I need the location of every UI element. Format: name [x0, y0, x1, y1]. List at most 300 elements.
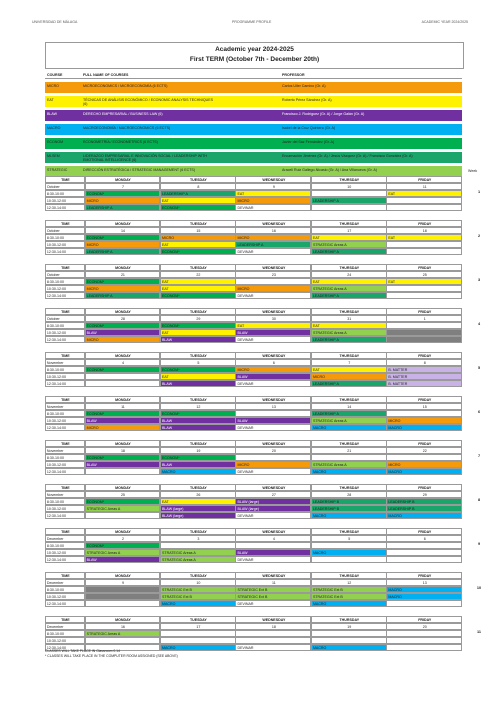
course-fullname: DERECHO EMPRESARIAL / BUSINESS LAW (6): [83, 112, 163, 116]
week-number: 3: [477, 278, 481, 282]
class-cell: MICRO: [311, 373, 387, 380]
class-cell: BLAW: [235, 329, 311, 336]
class-cell: STRATEGIC Areas A: [85, 549, 161, 556]
column-header: TIME: [45, 308, 85, 315]
column-header: MONDAY: [85, 484, 161, 491]
time-slot-row: [45, 468, 462, 475]
column-header: MONDAY: [85, 352, 161, 359]
week-block: [45, 308, 481, 343]
class-cell: DEVINAR: [235, 380, 311, 387]
date-cell: 13: [235, 403, 311, 410]
course-row: [45, 110, 462, 121]
month-cell: December: [45, 535, 85, 542]
time-cell: 10:30-12:00: [45, 241, 85, 248]
date-cell: 7: [85, 183, 161, 190]
class-cell: BLAW: [85, 417, 161, 424]
courses-header-professor: PROFESSOR: [282, 73, 305, 77]
class-cell: ECONOM*: [160, 292, 236, 299]
class-cell: [386, 248, 462, 255]
class-cell: MACRO: [311, 512, 387, 519]
class-cell: STRATEGIC Ext B: [160, 593, 236, 600]
column-header: THURSDAY: [311, 264, 387, 271]
column-header: MONDAY: [85, 396, 161, 403]
column-header: TUESDAY: [160, 396, 236, 403]
class-cell: MICRO: [235, 285, 311, 292]
week-number: 4: [477, 322, 481, 326]
course-fullname: MACROECONOMÍA / MACROECONOMICS (6 ECTS): [83, 126, 171, 130]
class-cell: MICRO: [85, 336, 161, 343]
class-cell: EAT: [311, 366, 387, 373]
class-cell: ECONOM*: [160, 454, 236, 461]
date-cell: 11: [235, 579, 311, 586]
date-cell: 28: [85, 315, 161, 322]
time-slot-row: [45, 336, 462, 343]
week-block: [45, 352, 481, 387]
class-cell: [386, 600, 462, 607]
class-cell: ECONOM*: [160, 248, 236, 255]
column-header: FRIDAY: [386, 220, 462, 227]
header-right: ACADEMIC YEAR 2024/2025: [421, 20, 468, 24]
class-cell: ECONOM*: [85, 190, 161, 197]
column-header: WEDNESDAY: [235, 264, 311, 271]
week-number: 7: [477, 454, 481, 458]
class-cell: EAT: [160, 329, 236, 336]
class-cell: B. MATTER: [386, 380, 462, 387]
time-cell: 12:30-14:00: [45, 248, 85, 255]
class-cell: BLAW: [85, 461, 161, 468]
column-header: MONDAY: [85, 440, 161, 447]
column-header: THURSDAY: [311, 484, 387, 491]
class-cell: ECONOM*: [160, 322, 236, 329]
column-header: FRIDAY: [386, 572, 462, 579]
class-cell: LEADERSHIP A: [311, 380, 387, 387]
class-cell: DEVINAR: [235, 512, 311, 519]
column-header: THURSDAY: [311, 352, 387, 359]
class-cell: BLAW (large): [160, 505, 236, 512]
class-cell: B. MATTER: [386, 373, 462, 380]
date-cell: 18: [386, 227, 462, 234]
week-number: 9: [477, 542, 481, 546]
date-cell: 18: [235, 623, 311, 630]
class-cell: STRATEGIC Ext B: [160, 586, 236, 593]
column-header: FRIDAY: [386, 528, 462, 535]
class-cell: DEVINAR: [235, 600, 311, 607]
class-cell: EAT: [235, 190, 311, 197]
column-header: THURSDAY: [311, 396, 387, 403]
week-block: [45, 484, 481, 519]
class-cell: MICRO: [85, 285, 161, 292]
class-cell: EAT: [311, 322, 387, 329]
class-cell: EAT: [386, 234, 462, 241]
class-cell: MACRO: [160, 600, 236, 607]
column-header: TUESDAY: [160, 572, 236, 579]
title-line2: First TERM (October 7th - December 20th): [189, 56, 320, 63]
class-cell: ECONOM*: [85, 366, 161, 373]
class-cell: LEADERSHIP A: [85, 204, 161, 211]
column-header: WEDNESDAY: [235, 528, 311, 535]
course-row: [45, 96, 462, 107]
date-cell: 17: [311, 227, 387, 234]
date-cell: 2: [85, 535, 161, 542]
class-cell: DEVINAR: [235, 292, 311, 299]
class-cell: MACRO: [311, 644, 387, 651]
class-cell: STRATEGIC Areas A: [311, 241, 387, 248]
course-code: STRATEGIC: [47, 168, 68, 172]
date-cell: 3: [160, 535, 236, 542]
class-cell: ECONOM*: [160, 410, 236, 417]
class-cell: EAT: [160, 241, 236, 248]
date-cell: 9: [235, 183, 311, 190]
week-number: 2: [477, 234, 481, 238]
week-number: 6: [477, 410, 481, 414]
time-slot-row: [45, 380, 462, 387]
column-header: FRIDAY: [386, 176, 462, 183]
course-code: BLAW: [47, 112, 58, 116]
class-cell: MACRO: [160, 468, 236, 475]
time-cell: 10:30-12:00: [45, 285, 85, 292]
page-header: [32, 20, 468, 26]
date-cell: 12: [311, 579, 387, 586]
date-cell: 29: [160, 315, 236, 322]
class-cell: B. MATTER: [386, 366, 462, 373]
week-block: [45, 528, 481, 563]
date-cell: 15: [160, 227, 236, 234]
class-cell: STRATEGIC Areas A: [85, 630, 161, 637]
date-cell: 31: [311, 315, 387, 322]
time-cell: 8:30-10:00: [45, 322, 85, 329]
column-header: THURSDAY: [311, 220, 387, 227]
class-cell: MICRO: [85, 241, 161, 248]
course-fullname: LIDERAZGO EMPRESARIAL E INNOVACIÓN SOCIAL / LEADERSHIP WITH EMOTIONAL INTELLIGENCE (6): [83, 154, 208, 162]
time-cell: 8:30-10:00: [45, 498, 85, 505]
class-cell: STRATEGIC Areas A: [85, 505, 161, 512]
month-cell: November: [45, 403, 85, 410]
date-cell: 25: [386, 271, 462, 278]
date-cell: 30: [235, 315, 311, 322]
column-header: THURSDAY: [311, 440, 387, 447]
time-cell: 12:30-14:00: [45, 600, 85, 607]
class-cell: STRATEGIC Areas A: [311, 285, 387, 292]
title-line1: Academic year 2024-2025: [215, 46, 294, 53]
date-cell: 23: [235, 271, 311, 278]
date-cell: 1: [386, 315, 462, 322]
class-cell: [311, 204, 387, 211]
week-block: [45, 616, 481, 651]
date-cell: 8: [386, 359, 462, 366]
class-cell: DEVINAR: [235, 336, 311, 343]
class-cell: MACRO: [386, 593, 462, 600]
class-cell: LEADERSHIP B: [311, 498, 387, 505]
column-header: TUESDAY: [160, 616, 236, 623]
column-header: WEDNESDAY: [235, 616, 311, 623]
column-header: TIME: [45, 264, 85, 271]
date-cell: 11: [386, 183, 462, 190]
class-cell: EAT: [160, 373, 236, 380]
column-header: FRIDAY: [386, 484, 462, 491]
date-cell: 12: [160, 403, 236, 410]
footnote-1: CLASSES WILL TAKE PLACE IN Classroom 0.14: [45, 649, 120, 653]
time-cell: 12:30-14:00: [45, 336, 85, 343]
class-cell: EAT: [311, 278, 387, 285]
month-cell: November: [45, 491, 85, 498]
week-number: 5: [477, 366, 481, 370]
class-cell: ECONOM*: [85, 454, 161, 461]
column-header: WEDNESDAY: [235, 572, 311, 579]
course-row: [45, 152, 462, 163]
column-header: MONDAY: [85, 264, 161, 271]
column-header: WEDNESDAY: [235, 176, 311, 183]
title-box: [45, 42, 464, 69]
class-cell: LEADERSHIP A: [160, 190, 236, 197]
class-cell: LEADERSHIP A: [311, 292, 387, 299]
class-cell: STRATEGIC Ext B: [235, 593, 311, 600]
column-header: MONDAY: [85, 308, 161, 315]
column-header: FRIDAY: [386, 396, 462, 403]
date-cell: 9: [85, 579, 161, 586]
class-cell: MACRO: [386, 468, 462, 475]
class-cell: BLAW: [235, 417, 311, 424]
header-left: UNIVERSIDAD DE MÁLAGA: [32, 20, 78, 24]
date-cell: 4: [235, 535, 311, 542]
column-header: TUESDAY: [160, 308, 236, 315]
class-cell: DEVINAR: [235, 204, 311, 211]
time-slot-row: [45, 204, 462, 211]
class-cell: BLAW: [160, 424, 236, 431]
course-row: [45, 82, 462, 93]
month-cell: October: [45, 183, 85, 190]
course-fullname: ECONOMETRÍA / ECONOMETRICS (6 ECTS): [83, 140, 158, 144]
date-cell: 11: [85, 403, 161, 410]
time-cell: 8:30-10:00: [45, 454, 85, 461]
date-cell: 15: [386, 403, 462, 410]
class-cell: MICRO: [235, 197, 311, 204]
class-cell: MICRO: [235, 461, 311, 468]
class-cell: LEADERSHIP A: [85, 248, 161, 255]
date-cell: 5: [160, 359, 236, 366]
class-cell: EAT: [160, 278, 236, 285]
date-cell: 17: [160, 623, 236, 630]
week-block: [45, 264, 481, 299]
date-cell: 6: [386, 535, 462, 542]
courses-header-course: COURSE: [47, 73, 63, 77]
class-cell: [386, 336, 462, 343]
class-cell: ECONOM*: [85, 410, 161, 417]
class-cell: [386, 292, 462, 299]
date-cell: 21: [311, 447, 387, 454]
column-header: MONDAY: [85, 176, 161, 183]
week-number: 1: [477, 190, 481, 194]
column-header: WEDNESDAY: [235, 440, 311, 447]
column-header: TIME: [45, 220, 85, 227]
class-cell: STRATEGIC Ext B: [311, 586, 387, 593]
class-cell: LEADERSHIP A: [235, 241, 311, 248]
time-cell: 8:30-10:00: [45, 630, 85, 637]
class-cell: DEVINAR: [235, 556, 311, 563]
date-cell: 19: [160, 447, 236, 454]
week-block: [45, 572, 482, 607]
month-cell: December: [45, 623, 85, 630]
class-cell: BLAW (large): [160, 512, 236, 519]
class-cell: DEVINAR: [235, 248, 311, 255]
column-header: TIME: [45, 528, 85, 535]
class-cell: EAT: [386, 278, 462, 285]
column-header: FRIDAY: [386, 616, 462, 623]
time-cell: 10:30-12:00: [45, 637, 85, 644]
class-cell: LEADERSHIP A: [311, 410, 387, 417]
time-cell: 12:30-14:00: [45, 644, 85, 651]
class-cell: BLAW: [235, 549, 311, 556]
class-cell: [85, 468, 161, 475]
course-professor: Isabel de la Cruz Quintero (Gr. A): [282, 126, 336, 130]
week-block: [45, 176, 481, 211]
date-cell: 28: [311, 491, 387, 498]
class-cell: DEVINAR: [235, 468, 311, 475]
time-cell: 10:30-12:00: [45, 549, 85, 556]
class-cell: STRATEGIC Areas A: [160, 549, 236, 556]
time-cell: 8:30-10:00: [45, 586, 85, 593]
date-cell: 29: [386, 491, 462, 498]
date-cell: 18: [85, 447, 161, 454]
class-cell: STRATEGIC Areas A: [311, 461, 387, 468]
column-header: TUESDAY: [160, 176, 236, 183]
column-header: WEDNESDAY: [235, 396, 311, 403]
week-number: 8: [477, 498, 481, 502]
week-number: 10: [476, 586, 482, 590]
course-professor: Araceli Ruiz Gallego-Nicasio (Gr. A) / Ana Villanueva (Gr. A): [282, 168, 378, 172]
date-cell: 27: [235, 491, 311, 498]
time-cell: 12:30-14:00: [45, 556, 85, 563]
column-header: TIME: [45, 572, 85, 579]
class-cell: MACRO: [386, 512, 462, 519]
date-cell: 16: [235, 227, 311, 234]
class-cell: BLAW: [160, 461, 236, 468]
time-cell: 10:30-12:00: [45, 461, 85, 468]
class-cell: DEVINAR: [235, 644, 311, 651]
time-slot-row: [45, 292, 462, 299]
class-cell: ECONOM*: [85, 498, 161, 505]
date-cell: 25: [85, 491, 161, 498]
column-header: MONDAY: [85, 528, 161, 535]
column-header: TIME: [45, 352, 85, 359]
column-header: TUESDAY: [160, 352, 236, 359]
class-cell: MICRO: [85, 424, 161, 431]
month-cell: October: [45, 227, 85, 234]
class-cell: MICRO: [160, 234, 236, 241]
header-center: PROGRAMME PROFILE: [232, 20, 272, 24]
column-header: TIME: [45, 616, 85, 623]
class-cell: ECONOM*: [160, 204, 236, 211]
time-slot-row: [45, 424, 462, 431]
week-number: 11: [476, 630, 481, 634]
week-label: Week: [468, 169, 478, 173]
class-cell: STRATEGIC Ext B: [235, 586, 311, 593]
course-code: MLSEM: [47, 154, 60, 158]
month-cell: December: [45, 579, 85, 586]
course-code: MICRO: [47, 84, 59, 88]
class-cell: LEADERSHIP A: [311, 197, 387, 204]
class-cell: DEVINAR: [235, 424, 311, 431]
class-cell: LEADERSHIP A: [311, 336, 387, 343]
column-header: WEDNESDAY: [235, 308, 311, 315]
time-cell: 10:30-12:00: [45, 417, 85, 424]
date-cell: 4: [85, 359, 161, 366]
class-cell: [85, 512, 161, 519]
class-cell: MACRO: [386, 586, 462, 593]
class-cell: ECONOM*: [85, 322, 161, 329]
month-cell: October: [45, 315, 85, 322]
courses-header-fullname: FULL NAME OF COURSES: [83, 73, 129, 77]
time-cell: 10:30-12:00: [45, 197, 85, 204]
class-cell: MICRO: [386, 461, 462, 468]
class-cell: MACRO: [311, 468, 387, 475]
time-cell: 8:30-10:00: [45, 234, 85, 241]
class-cell: MICRO: [235, 366, 311, 373]
class-cell: EAT: [160, 197, 236, 204]
date-cell: 20: [386, 623, 462, 630]
column-header: THURSDAY: [311, 572, 387, 579]
courses-table: [45, 72, 462, 177]
column-header: THURSDAY: [311, 308, 387, 315]
time-cell: 12:30-14:00: [45, 468, 85, 475]
time-cell: 10:30-12:00: [45, 329, 85, 336]
course-row: [45, 138, 462, 149]
class-cell: MACRO: [311, 600, 387, 607]
class-cell: MICRO: [386, 417, 462, 424]
class-cell: ECONOM*: [85, 542, 161, 549]
course-professor: Javier del Saz Fernández (Gr. A): [282, 140, 335, 144]
date-cell: 6: [235, 359, 311, 366]
column-header: THURSDAY: [311, 176, 387, 183]
class-cell: MACRO: [311, 424, 387, 431]
class-cell: [386, 644, 462, 651]
date-cell: 7: [311, 359, 387, 366]
class-cell: [311, 556, 387, 563]
class-cell: EAT: [235, 322, 311, 329]
time-cell: 12:30-14:00: [45, 292, 85, 299]
time-cell: 12:30-14:00: [45, 380, 85, 387]
course-code: MACRO: [47, 126, 61, 130]
column-header: TUESDAY: [160, 220, 236, 227]
class-cell: BLAW: [85, 556, 161, 563]
class-cell: MACRO: [386, 424, 462, 431]
month-cell: November: [45, 447, 85, 454]
column-header: TUESDAY: [160, 264, 236, 271]
column-header: MONDAY: [85, 616, 161, 623]
course-code: EAT: [47, 98, 54, 102]
time-cell: 10:30-12:00: [45, 505, 85, 512]
column-header: TUESDAY: [160, 440, 236, 447]
class-cell: STRATEGIC Ext B: [311, 593, 387, 600]
column-header: TUESDAY: [160, 528, 236, 535]
class-cell: MICRO: [85, 197, 161, 204]
column-header: FRIDAY: [386, 308, 462, 315]
week-block: [45, 220, 481, 255]
time-cell: 10:30-12:00: [45, 593, 85, 600]
time-slot-row: [45, 512, 462, 519]
time-cell: 12:30-14:00: [45, 204, 85, 211]
column-header: TIME: [45, 440, 85, 447]
date-cell: 19: [311, 623, 387, 630]
class-cell: EAT: [311, 234, 387, 241]
column-header: TIME: [45, 396, 85, 403]
courses-header: [45, 72, 462, 79]
date-cell: 22: [160, 271, 236, 278]
class-cell: MACRO: [160, 644, 236, 651]
footnotes: [45, 649, 178, 659]
class-cell: EAT: [160, 285, 236, 292]
time-slot-row: [45, 556, 462, 563]
class-cell: [85, 600, 161, 607]
